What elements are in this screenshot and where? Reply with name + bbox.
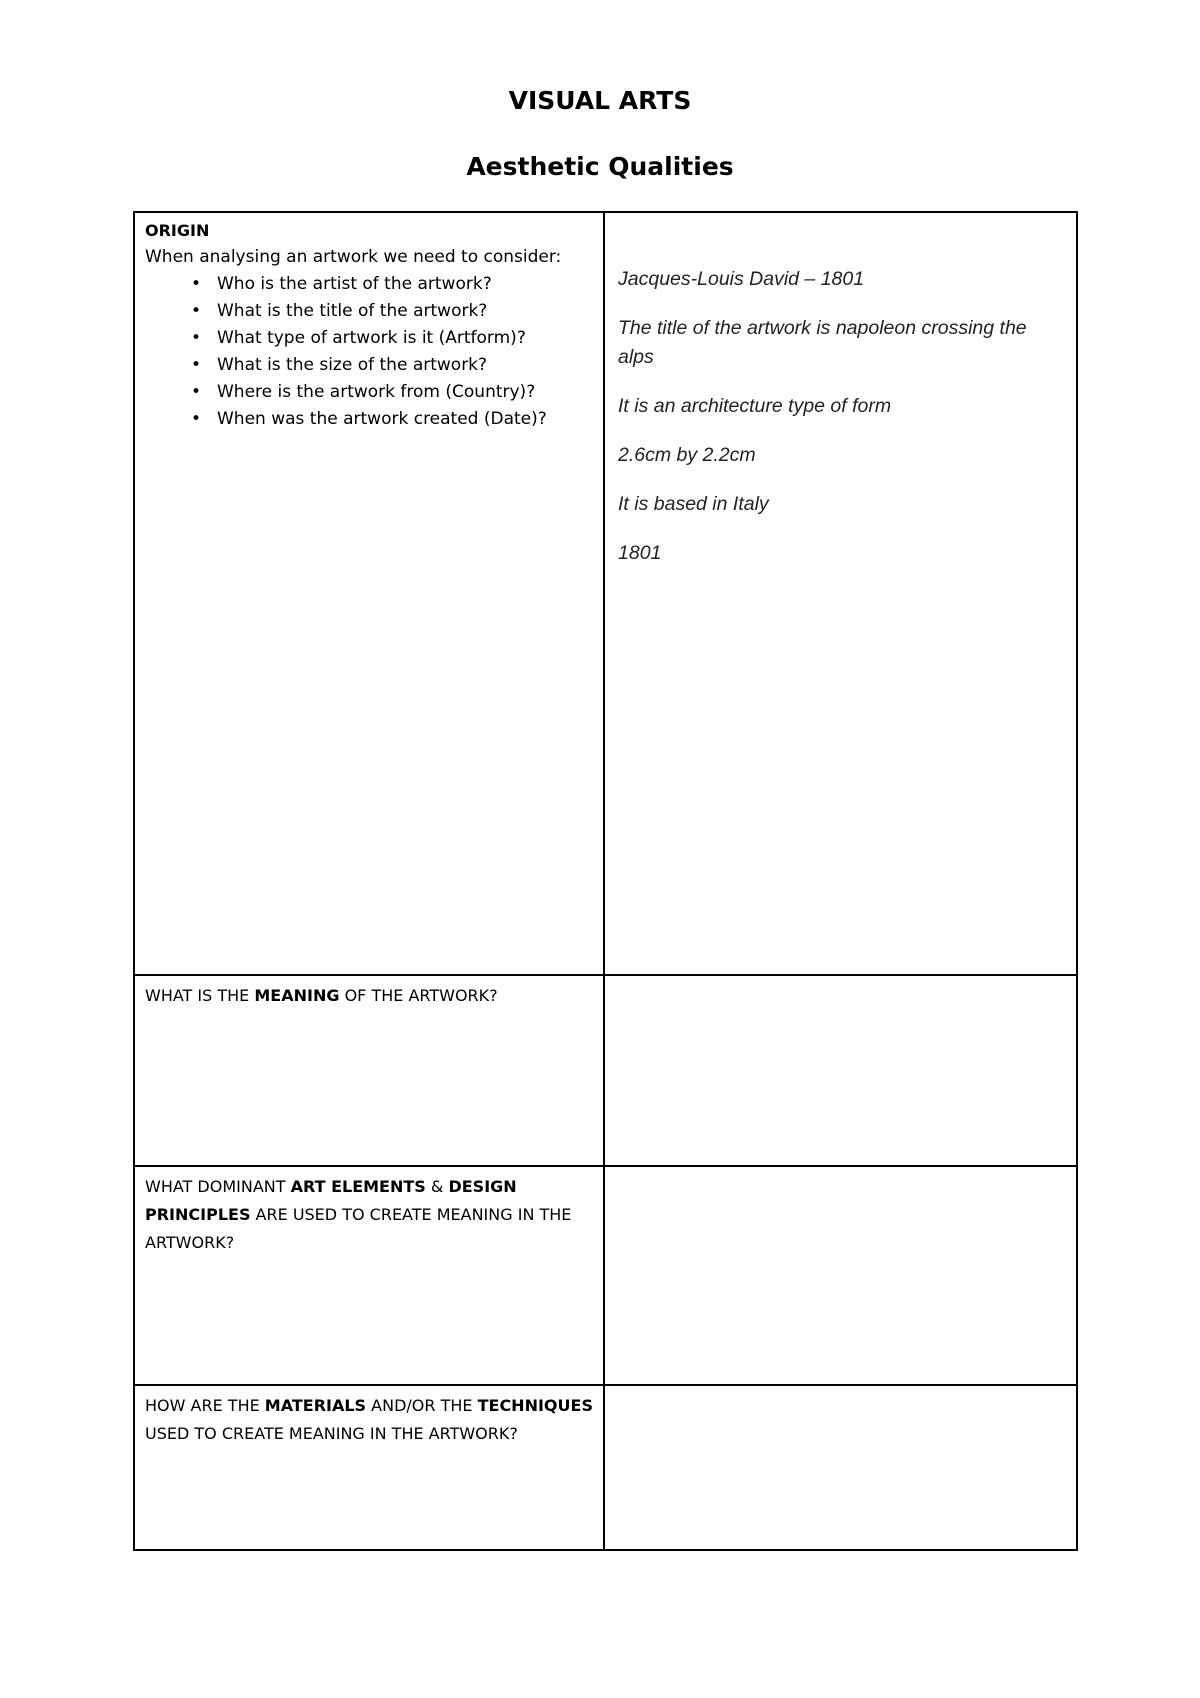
materials-row (134, 1385, 1077, 1550)
meaning-answer (605, 976, 1076, 1028)
bullet-icon: • (191, 355, 202, 375)
origin-answer-size: 2.6cm by 2.2cm (618, 444, 756, 466)
elements-answer (605, 1167, 1076, 1219)
origin-question: • What is the size of the artwork? (191, 352, 593, 379)
origin-question: • What type of artwork is it (Artform)? (191, 325, 593, 352)
meaning-prompt: WHAT IS THE MEANING OF THE ARTWORK? (145, 986, 498, 1005)
origin-heading: ORIGIN (145, 221, 210, 240)
origin-question: • When was the artwork created (Date)? (191, 406, 593, 433)
materials-answer-cell[interactable] (604, 1385, 1077, 1550)
elements-row (134, 1166, 1077, 1385)
bullet-icon: • (191, 301, 202, 321)
elements-prompt-cell (134, 1166, 604, 1385)
bullet-icon: • (191, 382, 202, 402)
origin-answer-artform: It is an architecture type of form (618, 395, 892, 417)
origin-intro: When analysing an artwork we need to consider: (145, 247, 562, 267)
elements-answer-cell[interactable] (604, 1166, 1077, 1385)
origin-question-list (145, 271, 593, 433)
meaning-prompt-cell (134, 975, 604, 1166)
origin-answer-country: It is based in Italy (618, 493, 769, 515)
materials-prompt: HOW ARE THE MATERIALS AND/OR THE TECHNIQUES USED TO CREATE MEANING IN THE ARTWORK? (145, 1396, 593, 1443)
materials-answer (605, 1386, 1076, 1438)
origin-question: • Who is the artist of the artwork? (191, 271, 593, 298)
origin-prompt-cell (134, 212, 604, 975)
origin-answer-artist: Jacques-Louis David – 1801 (618, 268, 865, 290)
origin-answer-cell[interactable] (604, 212, 1077, 975)
bullet-icon: • (191, 409, 202, 429)
bullet-icon: • (191, 328, 202, 348)
origin-row (134, 212, 1077, 975)
meaning-answer-cell[interactable] (604, 975, 1077, 1166)
origin-answer-date: 1801 (618, 542, 662, 564)
elements-prompt: WHAT DOMINANT ART ELEMENTS & DESIGN PRINCIPLES ARE USED TO CREATE MEANING IN THE ARTWORK? (145, 1177, 572, 1252)
origin-question: • What is the title of the artwork? (191, 298, 593, 325)
meaning-row (134, 975, 1077, 1166)
origin-question: • Where is the artwork from (Country)? (191, 379, 593, 406)
origin-answer-title: The title of the artwork is napoleon crossing the alps (618, 317, 1027, 368)
materials-prompt-cell (134, 1385, 604, 1550)
bullet-icon: • (191, 274, 202, 294)
page-title: VISUAL ARTS (508, 86, 692, 115)
worksheet-table (133, 211, 1078, 1551)
page-subtitle: Aesthetic Qualities (466, 152, 734, 181)
